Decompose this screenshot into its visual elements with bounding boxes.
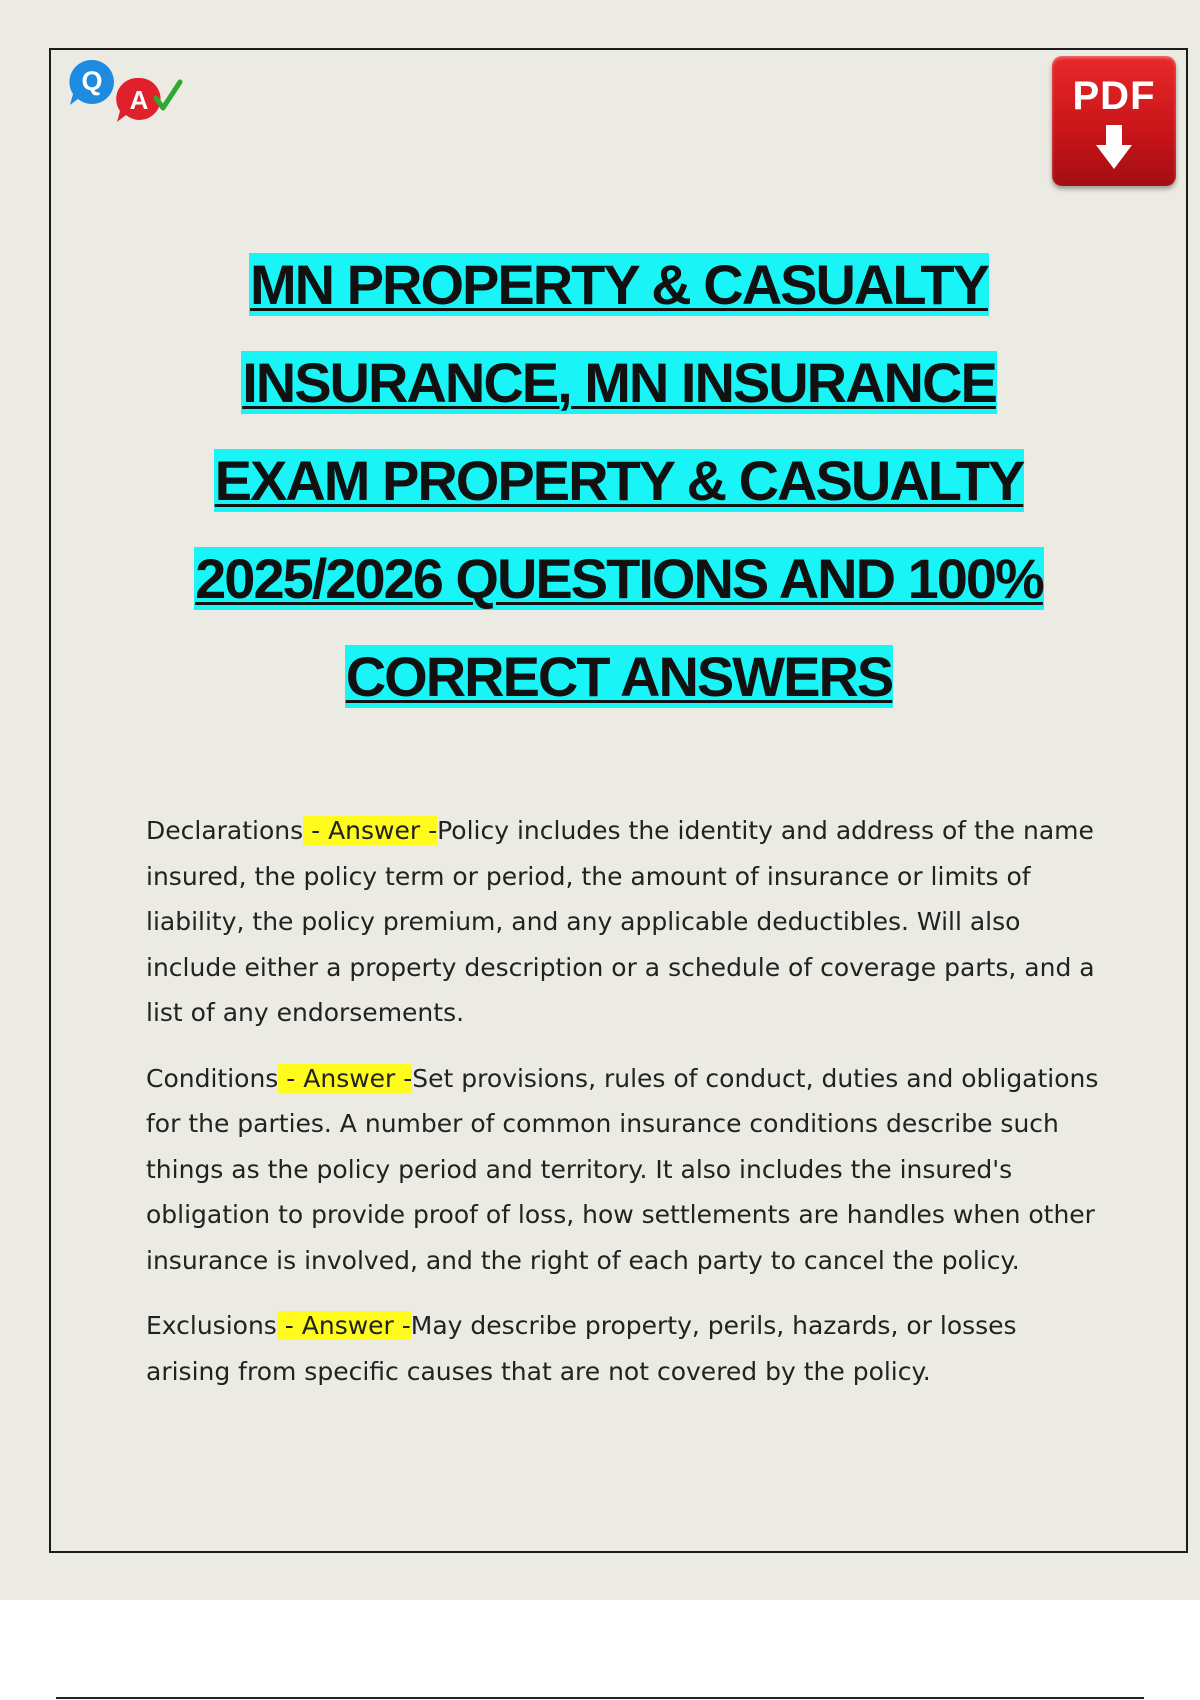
qa-answer: Policy includes the identity and address of the name insured, the policy term or period, the amount of insurance or limits of liability, the policy premium, and any applicable deductibles. Will also include either a property description or a schedule of coverage parts, and a list of any endorsements.: [146, 816, 1095, 1027]
qa-term: Conditions: [146, 1063, 279, 1093]
title-line: [60, 530, 1178, 628]
title-line: [60, 236, 1178, 334]
title-line-text: EXAM PROPERTY & CASUALTY: [214, 449, 1024, 512]
qa-answer: Set provisions, rules of conduct, duties and obligations for the parties. A number of common insurance conditions describe such things as the policy period and territory. It also includes the insured's obligation to provide proof of loss, how settlements are handles when other insurance is involved, and the right of each party to cancel the policy.: [146, 1063, 1099, 1275]
pdf-badge-label: PDF: [1072, 74, 1156, 118]
title-line: [60, 334, 1178, 432]
logo-q-letter: Q: [81, 66, 103, 96]
qa-item-exclusions: [146, 1303, 1106, 1394]
title-line: [60, 628, 1178, 726]
title-line-text: INSURANCE, MN INSURANCE: [242, 351, 996, 414]
page-divider: [56, 1697, 1144, 1699]
qa-logo: [68, 58, 198, 128]
qa-item-conditions: [146, 1056, 1106, 1284]
answer-marker: - Answer -: [303, 816, 438, 845]
title-line-text: 2025/2026 QUESTIONS AND 100%: [195, 547, 1043, 610]
qa-list: [146, 808, 1106, 1414]
pdf-download-button[interactable]: [1052, 56, 1176, 186]
title-line: [60, 432, 1178, 530]
answer-marker: - Answer -: [276, 1311, 411, 1340]
download-arrow-icon: [1094, 123, 1134, 171]
qa-item-declarations: [146, 808, 1106, 1036]
qa-term: Exclusions: [146, 1311, 277, 1340]
qa-term: Declarations: [146, 816, 304, 845]
title-line-text: CORRECT ANSWERS: [345, 645, 893, 708]
qa-answer: May describe property, perils, hazards, or losses arising from specific causes that are not covered by the policy.: [146, 1311, 1017, 1386]
document-title: [60, 236, 1178, 726]
logo-a-letter: A: [129, 85, 149, 115]
title-line-text: MN PROPERTY & CASUALTY: [250, 253, 988, 316]
answer-marker: - Answer -: [278, 1063, 413, 1093]
